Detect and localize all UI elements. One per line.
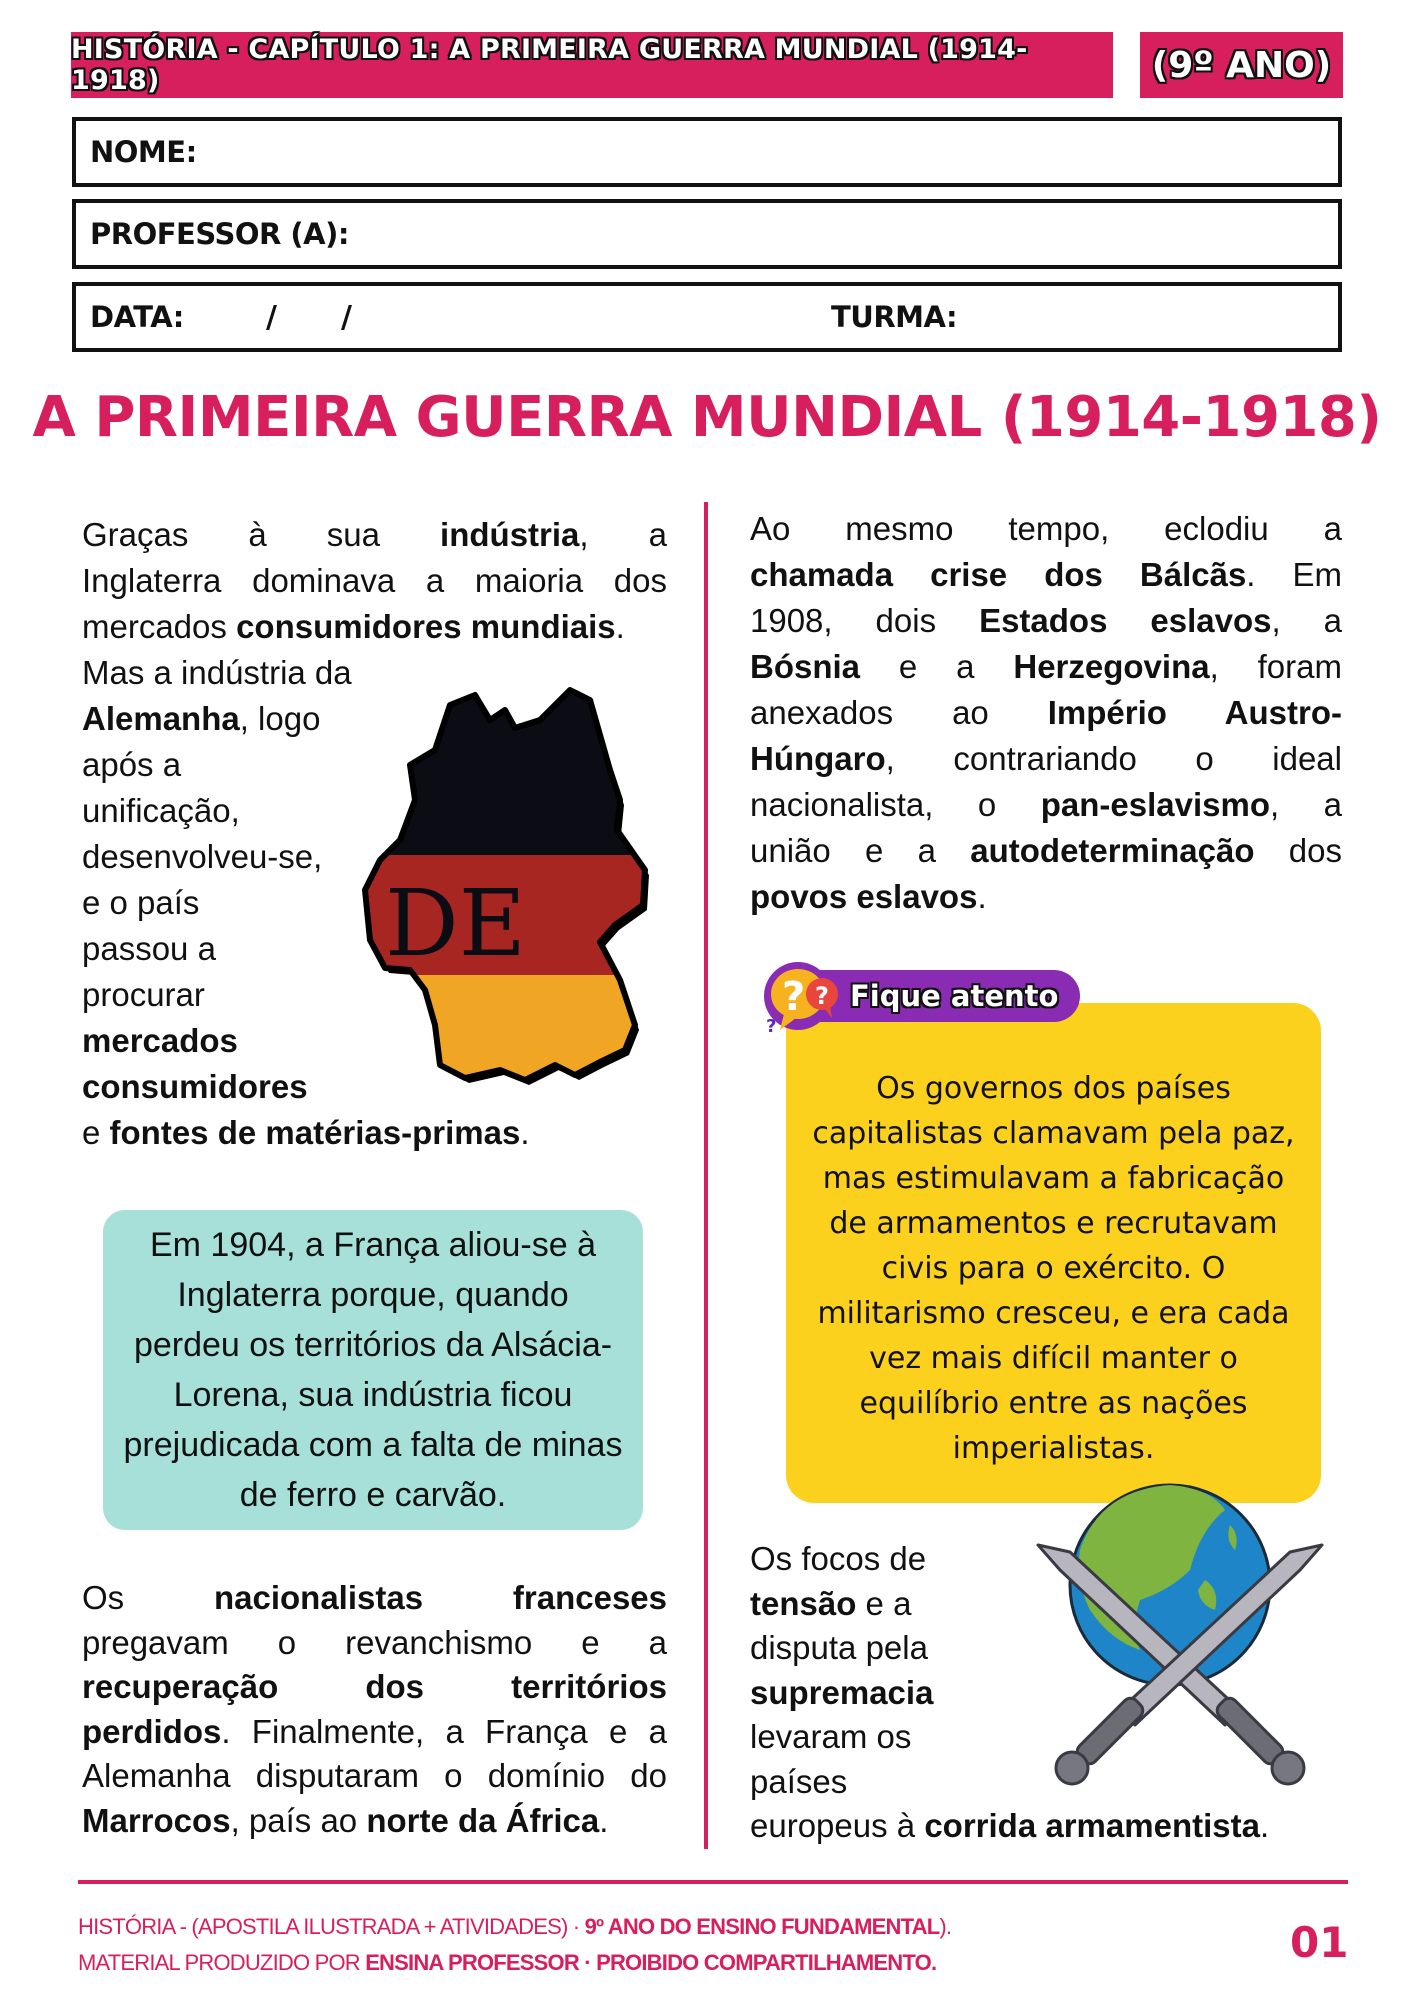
text: Graças: [82, 516, 189, 553]
footer-text: ).: [939, 1914, 952, 1939]
bold-text: pan-eslavismo: [1040, 786, 1270, 823]
text: .: [615, 608, 625, 645]
text: procurar: [82, 976, 205, 1013]
teacher-label: PROFESSOR (A):: [90, 217, 349, 251]
bold-text: perdidos: [82, 1712, 222, 1750]
footer-bold-text: ENSINA PROFESSOR · PROIBIDO COMPARTILHAMENTO.: [365, 1950, 937, 1975]
text: após a: [82, 746, 182, 783]
bold-text: tensão: [750, 1584, 857, 1622]
text: e o país: [82, 884, 200, 921]
info-box-text: Em 1904, a França aliou-se à Inglaterra porque, quando perdeu os territórios da Alsácia-Lorena, sua indústria ficou prejudicada com a falta de minas de ferro e carvão.: [123, 1226, 623, 1514]
date-label: DATA:: [90, 300, 184, 334]
bold-text: chamada crise dos Bálcãs: [750, 556, 1247, 593]
globe-crossed-swords-illustration: [1030, 1480, 1330, 1790]
text: Ao mesmo tempo, eclodiu a: [750, 510, 1342, 547]
text: Os: [82, 1579, 125, 1616]
name-field[interactable]: [72, 117, 1342, 187]
text: desenvolveu-se,: [82, 838, 323, 875]
text: pregavam o revanchismo e a: [82, 1623, 667, 1661]
grade-label: (9º ANO): [1151, 44, 1332, 86]
svg-text:?: ?: [766, 1016, 777, 1037]
chapter-title-banner: [71, 32, 1113, 98]
bold-text: nacionalistas: [213, 1579, 424, 1616]
text: , contrariando o ideal: [885, 740, 1342, 777]
text: união e a: [750, 832, 971, 869]
text: Alemanha disputaram o domínio do: [82, 1757, 667, 1794]
text: .: [520, 1114, 530, 1151]
text: levaram os: [750, 1718, 912, 1755]
bold-text: corrida armamentista: [924, 1807, 1260, 1844]
bold-text: territórios: [511, 1668, 667, 1705]
page-number: 01: [1290, 1918, 1349, 1967]
text: e a: [860, 648, 1014, 685]
date-separator: /: [266, 300, 277, 335]
paragraph-nationalists: [82, 1576, 667, 1843]
bold-text: povos eslavos: [750, 878, 978, 915]
bold-text: Alemanha: [82, 700, 240, 737]
question-bubbles-icon: [762, 958, 857, 1038]
bold-text: Húngaro: [750, 740, 886, 777]
bold-text: indústria: [440, 516, 580, 553]
text: Inglaterra dominava a maioria dos: [82, 562, 667, 599]
text: .: [599, 1801, 609, 1839]
text: sua: [326, 516, 381, 553]
text: Mas a indústria da: [82, 654, 352, 691]
svg-text:?: ?: [782, 974, 806, 1020]
map-label: DE: [385, 870, 526, 977]
germany-flag-map-illustration: [355, 680, 665, 1100]
bold-text: Herzegovina: [1013, 648, 1210, 685]
bold-text: norte da África: [366, 1801, 600, 1839]
text: . Finalmente, a França e a: [221, 1712, 667, 1750]
bold-text: supremacia: [750, 1673, 934, 1711]
text: , a: [1271, 602, 1342, 639]
bold-text: consumidores: [82, 1068, 308, 1105]
footer-text: HISTÓRIA - (APOSTILA ILUSTRADA + ATIVIDADES) ·: [78, 1914, 585, 1939]
name-label: NOME:: [90, 135, 197, 169]
text: países: [750, 1762, 848, 1800]
text: europeus à: [750, 1807, 925, 1844]
callout-text: Os governos dos países capitalistas clamavam pela paz, mas estimulavam a fabricação de armamentos e recrutavam civis para o exército. O militarismo cresceu, e era cada vez mais difícil manter o equilíbrio entre as nações imperialistas.: [812, 1070, 1295, 1466]
footer-text: MATERIAL PRODUZIDO POR: [78, 1950, 366, 1975]
chapter-title: HISTÓRIA - CAPÍTULO 1: A PRIMEIRA GUERRA MUNDIAL (1914-1918): [71, 34, 1028, 96]
text: mercados: [82, 608, 237, 645]
bold-text: fontes de matérias-primas: [109, 1114, 521, 1151]
bold-text: recuperação: [82, 1668, 279, 1705]
callout-label: Fique atento: [850, 979, 1059, 1013]
bold-text: Império Austro-: [1047, 694, 1342, 731]
column-divider: [704, 502, 708, 1849]
date-separator: /: [341, 300, 352, 335]
text: Os focos de: [750, 1540, 927, 1577]
footer-line-1: [78, 1914, 951, 1940]
text: , país ao: [230, 1801, 367, 1839]
paragraph-balkans: [750, 506, 1342, 920]
text: .: [977, 878, 987, 915]
text: .: [1259, 1807, 1270, 1844]
bold-text: consumidores mundiais: [236, 608, 616, 645]
text: ,: [579, 516, 589, 553]
text: 1908, dois: [750, 602, 980, 639]
text: . Em: [1246, 556, 1342, 593]
text: disputa pela: [750, 1629, 928, 1666]
bold-text: autodeterminação: [970, 832, 1255, 869]
callout-box: [786, 1003, 1321, 1503]
text: passou a: [82, 930, 216, 967]
svg-text:?: ?: [815, 982, 829, 1010]
text: unificação,: [82, 792, 240, 829]
teacher-field[interactable]: [72, 199, 1342, 269]
info-box-france-alliance: [103, 1210, 643, 1530]
bold-text: Bósnia: [750, 648, 861, 685]
grade-badge: [1140, 32, 1343, 98]
page-title: A PRIMEIRA GUERRA MUNDIAL (1914-1918): [32, 385, 1382, 450]
footer-divider: [78, 1880, 1348, 1884]
text: , foram: [1209, 648, 1342, 685]
text: nacionalista, o: [750, 786, 1041, 823]
text: à: [248, 516, 267, 553]
bold-text: Estados eslavos: [979, 602, 1272, 639]
text: a: [648, 516, 667, 553]
bold-text: franceses: [512, 1579, 667, 1616]
text: , a: [1270, 786, 1342, 823]
text: dos: [1254, 832, 1342, 869]
date-class-field[interactable]: [72, 282, 1342, 352]
footer-line-2: [78, 1950, 936, 1976]
footer-bold-text: 9º ANO DO ENSINO FUNDAMENTAL: [584, 1914, 940, 1939]
text: , logo: [239, 700, 321, 737]
text: e: [82, 1114, 110, 1151]
text: anexados ao: [750, 694, 1048, 731]
class-label: TURMA:: [831, 300, 958, 334]
text: e a: [856, 1584, 912, 1622]
bold-text: Marrocos: [82, 1801, 231, 1839]
bold-text: dos: [365, 1668, 425, 1705]
bold-text: mercados: [82, 1022, 238, 1059]
